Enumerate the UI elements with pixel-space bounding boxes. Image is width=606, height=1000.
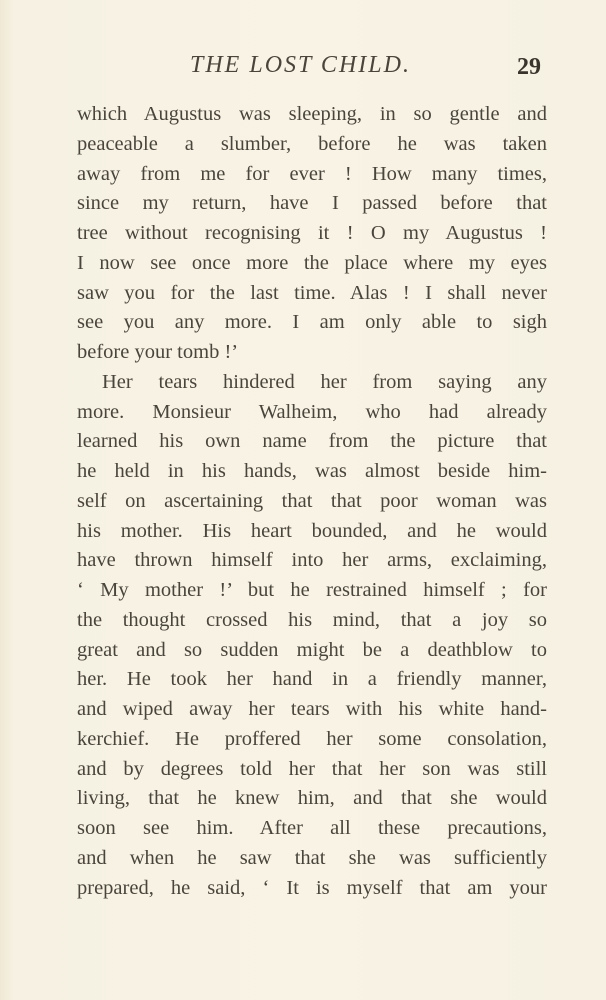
text-line: more. Monsieur Walheim, who had already [77,400,547,423]
text-line: since my return, have I passed before that [77,192,547,215]
text-line: away from me for ever ! How many times, [77,162,547,185]
text-line: great and so sudden might be a deathblow to [77,638,547,661]
text-line: saw you for the last time. Alas ! I shall never [77,281,547,304]
text-line: soon see him. After all these precautions, [77,817,547,839]
page-header [0,50,606,84]
text-line: ‘ My mother !’ but he restrained himself ; for [77,579,547,601]
text-line: have thrown himself into her arms, exclaiming, [77,549,547,572]
text-line: his mother. His heart bounded, and he would [77,519,547,542]
text-line: living, that he knew him, and that she would [77,787,547,810]
text-line: and wiped away her tears with his white hand- [77,698,547,720]
text-line: kerchief. He proffered her some consolation, [77,727,547,750]
text-line: and when he saw that she was sufficiently [77,846,547,869]
text-line: prepared, he said, ‘ It is myself that am your [77,876,547,899]
text-line: I now see once more the place where my eyes [77,251,547,274]
text-line: which Augustus was sleeping, in so gentle and [77,103,547,125]
body-text [77,100,547,903]
paragraph-start-line: Her tears hindered her from saying any [102,370,547,393]
text-line: tree without recognising it ! O my Augustus ! [77,222,547,244]
paragraph-end-line: before your tomb !’ [77,341,239,363]
text-line: peaceable a slumber, before he was taken [77,132,547,155]
text-line: the thought crossed his mind, that a joy so [77,608,547,631]
text-line: learned his own name from the picture that [77,430,547,453]
page-number: 29 [517,54,541,80]
text-line: and by degrees told her that her son was still [77,757,547,780]
text-line: her. He took her hand in a friendly manner, [77,668,547,691]
text-line: he held in his hands, was almost beside him- [77,460,547,482]
text-line: see you any more. I am only able to sigh [77,311,547,334]
running-title: THE LOST CHILD. [190,52,411,78]
text-line: self on ascertaining that that poor woman was [77,489,547,512]
